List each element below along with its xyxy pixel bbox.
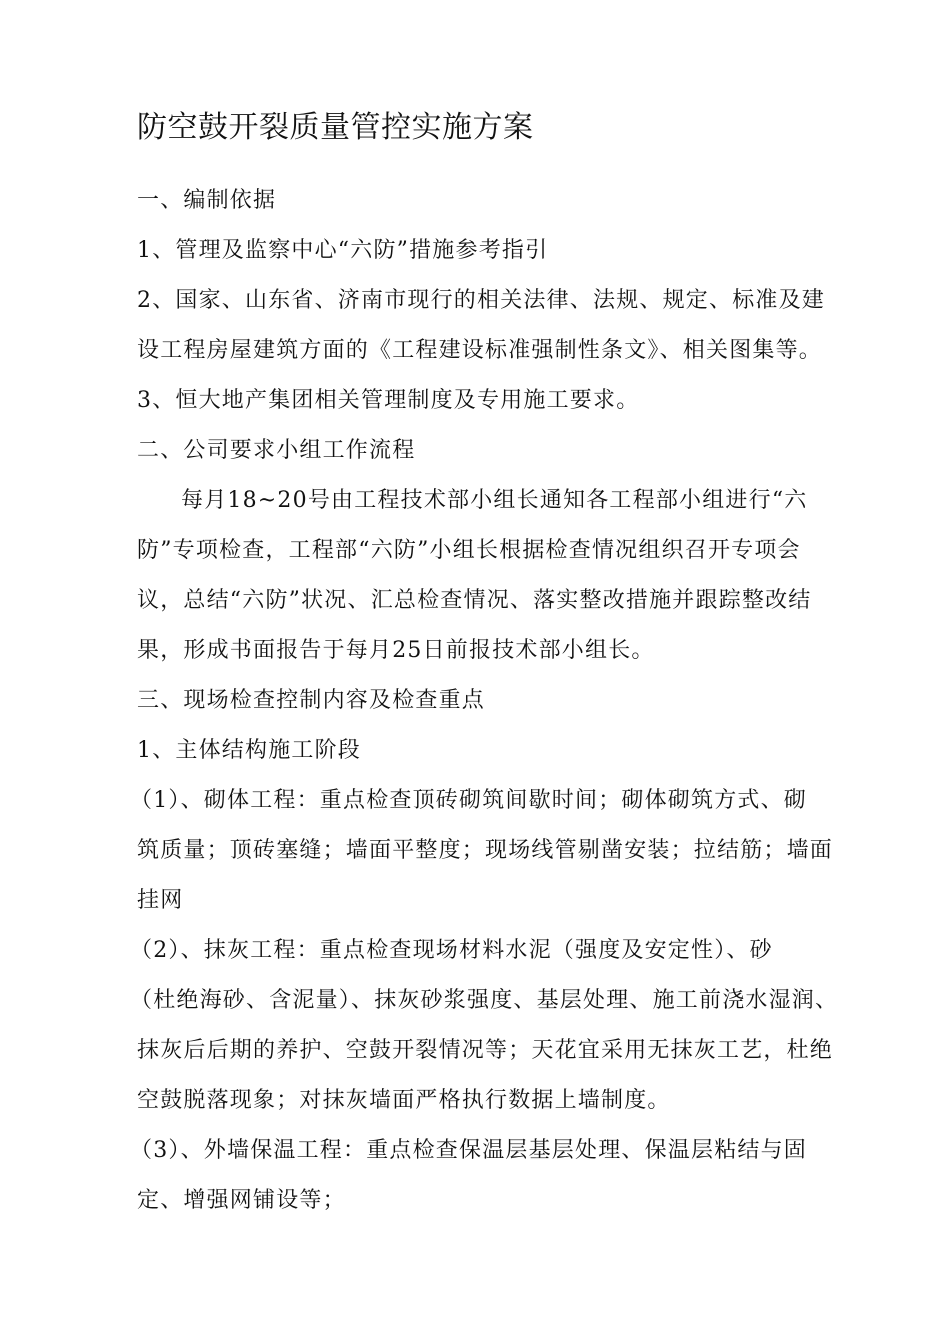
plastering-line-3: 抹灰后后期的养护、空鼓开裂情况等；天花宜采用无抹灰工艺，杜绝 xyxy=(137,1038,834,1063)
section-heading-inspection: 三、现场检查控制内容及检查重点 xyxy=(137,688,486,713)
workflow-paragraph-line-4: 果，形成书面报告于每月25日前报技术部小组长。 xyxy=(137,638,655,663)
plastering-line-2: （杜绝海砂、含泥量）、抹灰砂浆强度、基层处理、施工前浇水湿润、 xyxy=(130,988,839,1013)
basis-item-1: 1、管理及监察中心“六防”措施参考指引 xyxy=(137,238,549,263)
document-title: 防空鼓开裂质量管控实施方案 xyxy=(137,110,534,145)
workflow-paragraph-line-1: 每月18~20号由工程技术部小组长通知各工程部小组进行“六 xyxy=(181,488,808,513)
basis-item-2-line-1: 2、国家、山东省、济南市现行的相关法律、法规、规定、标准及建 xyxy=(137,288,825,313)
workflow-paragraph-line-2: 防”专项检查，工程部“六防”小组长根据检查情况组织召开专项会 xyxy=(137,538,801,563)
section-heading-workflow: 二、公司要求小组工作流程 xyxy=(137,438,416,463)
basis-item-2-line-2: 设工程房屋建筑方面的《工程建设标准强制性条文》、相关图集等。 xyxy=(137,338,823,363)
masonry-line-2: 筑质量；顶砖塞缝；墙面平整度；现场线管剔凿安装；拉结筋；墙面 xyxy=(137,838,834,863)
section-heading-basis: 一、编制依据 xyxy=(137,188,277,213)
insulation-line-1: （3）、外墙保温工程：重点检查保温层基层处理、保温层粘结与固 xyxy=(130,1138,807,1163)
masonry-line-1: （1）、砌体工程：重点检查顶砖砌筑间歇时间；砌体砌筑方式、砌 xyxy=(130,788,807,813)
basis-item-3: 3、恒大地产集团相关管理制度及专用施工要求。 xyxy=(137,388,640,413)
plastering-line-1: （2）、抹灰工程：重点检查现场材料水泥（强度及安定性）、砂 xyxy=(130,938,773,963)
insulation-line-2: 定、增强网铺设等； xyxy=(137,1188,346,1213)
masonry-line-3: 挂网 xyxy=(137,888,184,913)
subsection-main-structure: 1、主体结构施工阶段 xyxy=(137,738,361,763)
workflow-paragraph-line-3: 议，总结“六防”状况、汇总检查情况、落实整改措施并跟踪整改结 xyxy=(137,588,812,613)
plastering-line-4: 空鼓脱落现象；对抹灰墙面严格执行数据上墙制度。 xyxy=(137,1088,671,1113)
